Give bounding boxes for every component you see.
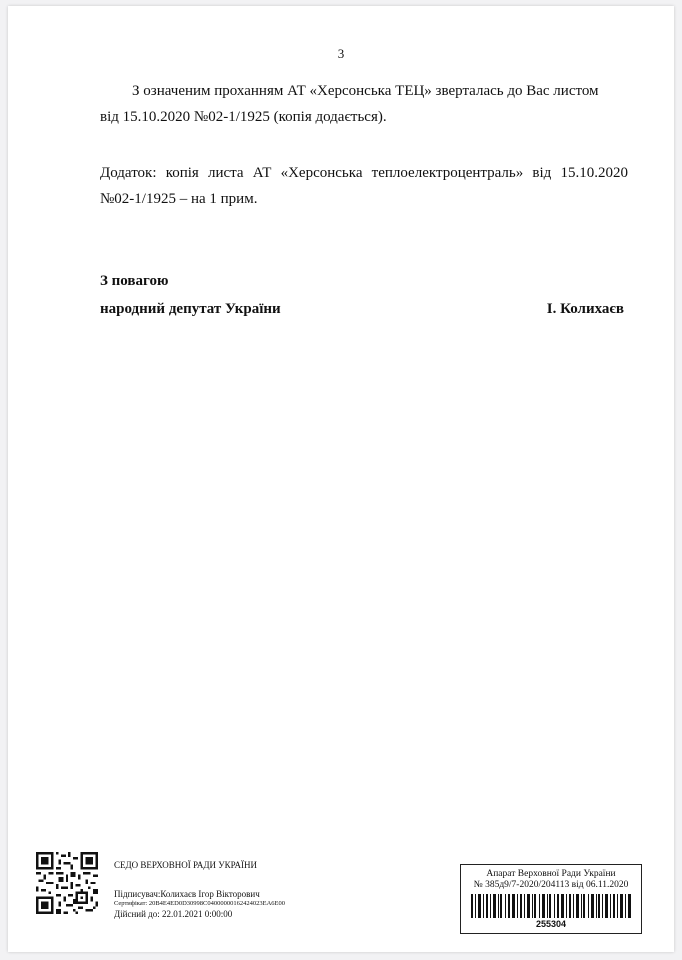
sedo-title: СЕДО ВЕРХОВНОЇ РАДИ УКРАЇНИ (114, 860, 258, 870)
qr-code-icon (36, 852, 98, 914)
page-number: 3 (337, 46, 345, 61)
barcode-icon (471, 894, 631, 918)
attachment-line-1: Додаток: копія листа АТ «Херсонська теплоелектроцентраль» від 15.10.2020 (100, 165, 628, 181)
certificate-id: Сертифікат: 20В4Е4ЕD0D30998С04000000162424023ЕА6Е00 (114, 900, 285, 907)
attachment-line-2: №02-1/1925 – на 1 прим. (100, 191, 258, 207)
stamp-registration-number: № 385д9/7-2020/204113 від 06.11.2020 (473, 880, 629, 890)
stamp-organization: Апарат Верховної Ради України (486, 869, 616, 879)
registration-stamp (460, 864, 642, 934)
signer-info: Підписувач:Колихаєв Ігор Вікторович (114, 889, 260, 899)
signer-name: І. Колихаєв (546, 301, 624, 317)
certificate-validity: Дійсний до: 22.01.2021 0:00:00 (114, 909, 233, 919)
document-page (8, 6, 674, 952)
body-paragraph-1-line-2: від 15.10.2020 №02-1/1925 (копія додається). (100, 109, 387, 125)
signer-position: народний депутат України (100, 301, 281, 317)
barcode-number: 255304 (535, 919, 567, 929)
closing-phrase: З повагою (100, 273, 169, 289)
body-paragraph-1-line-1: З означеним проханням АТ «Херсонська ТЕЦ» зверталась до Вас листом (132, 83, 599, 99)
